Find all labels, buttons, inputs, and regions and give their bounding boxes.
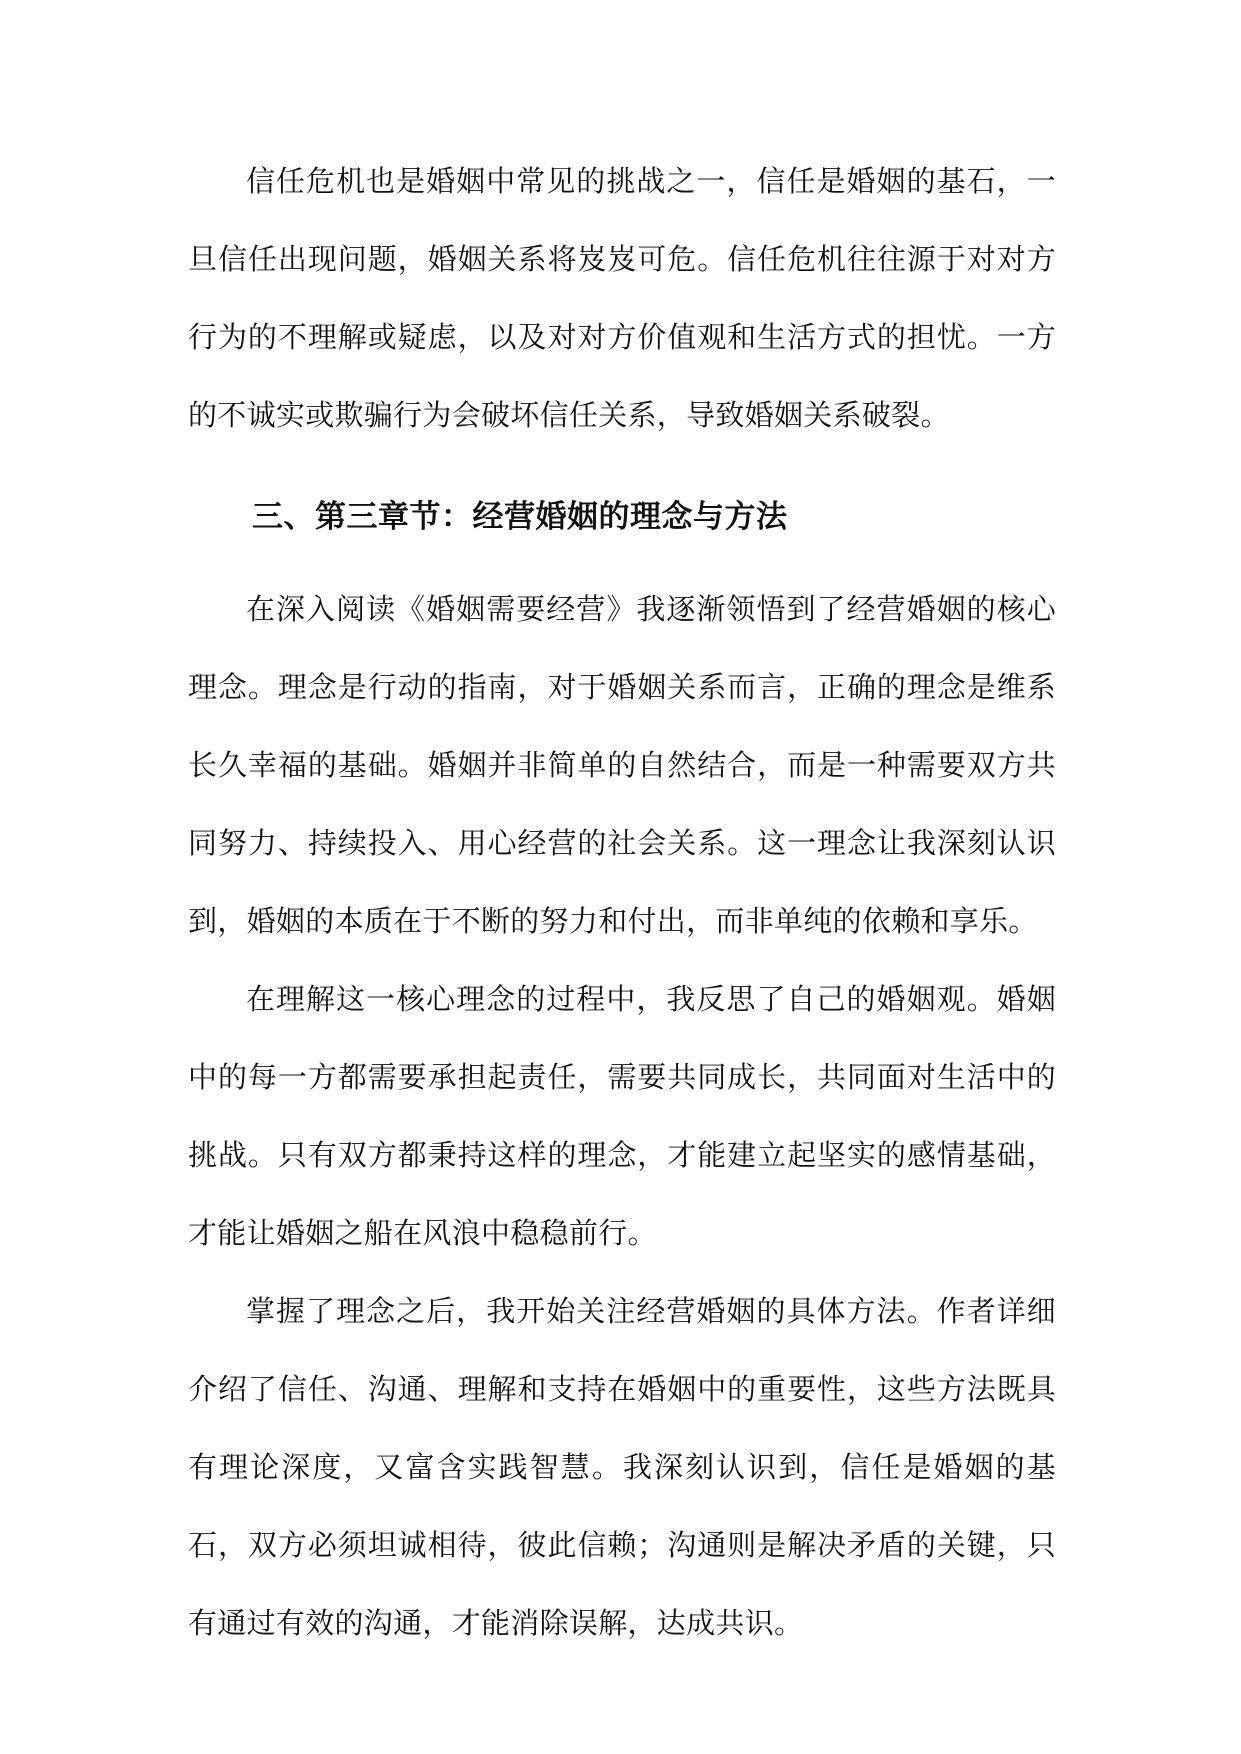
paragraph-trust-crisis: 信任危机也是婚姻中常见的挑战之一，信任是婚姻的基石，一旦信任出现问题，婚姻关系将岌岌可危。信任危机往往源于对对方行为的不理解或疑虑，以及对对方价值观和生活方式的担忧。一方的不诚实或欺骗行为会破坏信任关系，导致婚姻关系破裂。 — [188, 164, 1056, 432]
paragraph-methods: 掌握了理念之后，我开始关注经营婚姻的具体方法。作者详细介绍了信任、沟通、理解和支持在婚姻中的重要性，这些方法既具有理论深度，又富含实践智慧。我深刻认识到，信任是婚姻的基石，双方必须坦诚相待，彼此信赖；沟通则是解决矛盾的关键，只有通过有效的沟通，才能消除误解，达成共识。 — [188, 1294, 1056, 1640]
paragraph-reflection: 在理解这一核心理念的过程中，我反思了自己的婚姻观。婚姻中的每一方都需要承担起责任，需要共同成长，共同面对生活中的挑战。只有双方都秉持这样的理念，才能建立起坚实的感情基础，才能让婚姻之船在风浪中稳稳前行。 — [188, 982, 1056, 1250]
paragraph-core-concept: 在深入阅读《婚姻需要经营》我逐渐领悟到了经营婚姻的核心理念。理念是行动的指南，对于婚姻关系而言，正确的理念是维系长久幸福的基础。婚姻并非简单的自然结合，而是一种需要双方共同努力、持续投入、用心经营的社会关系。这一理念让我深刻认识到，婚姻的本质在于不断的努力和付出，而非单纯的依赖和享乐。 — [188, 592, 1056, 938]
section-heading: 三、第三章节：经营婚姻的理念与方法 — [252, 499, 788, 535]
document-page — [188, 142, 1056, 1662]
